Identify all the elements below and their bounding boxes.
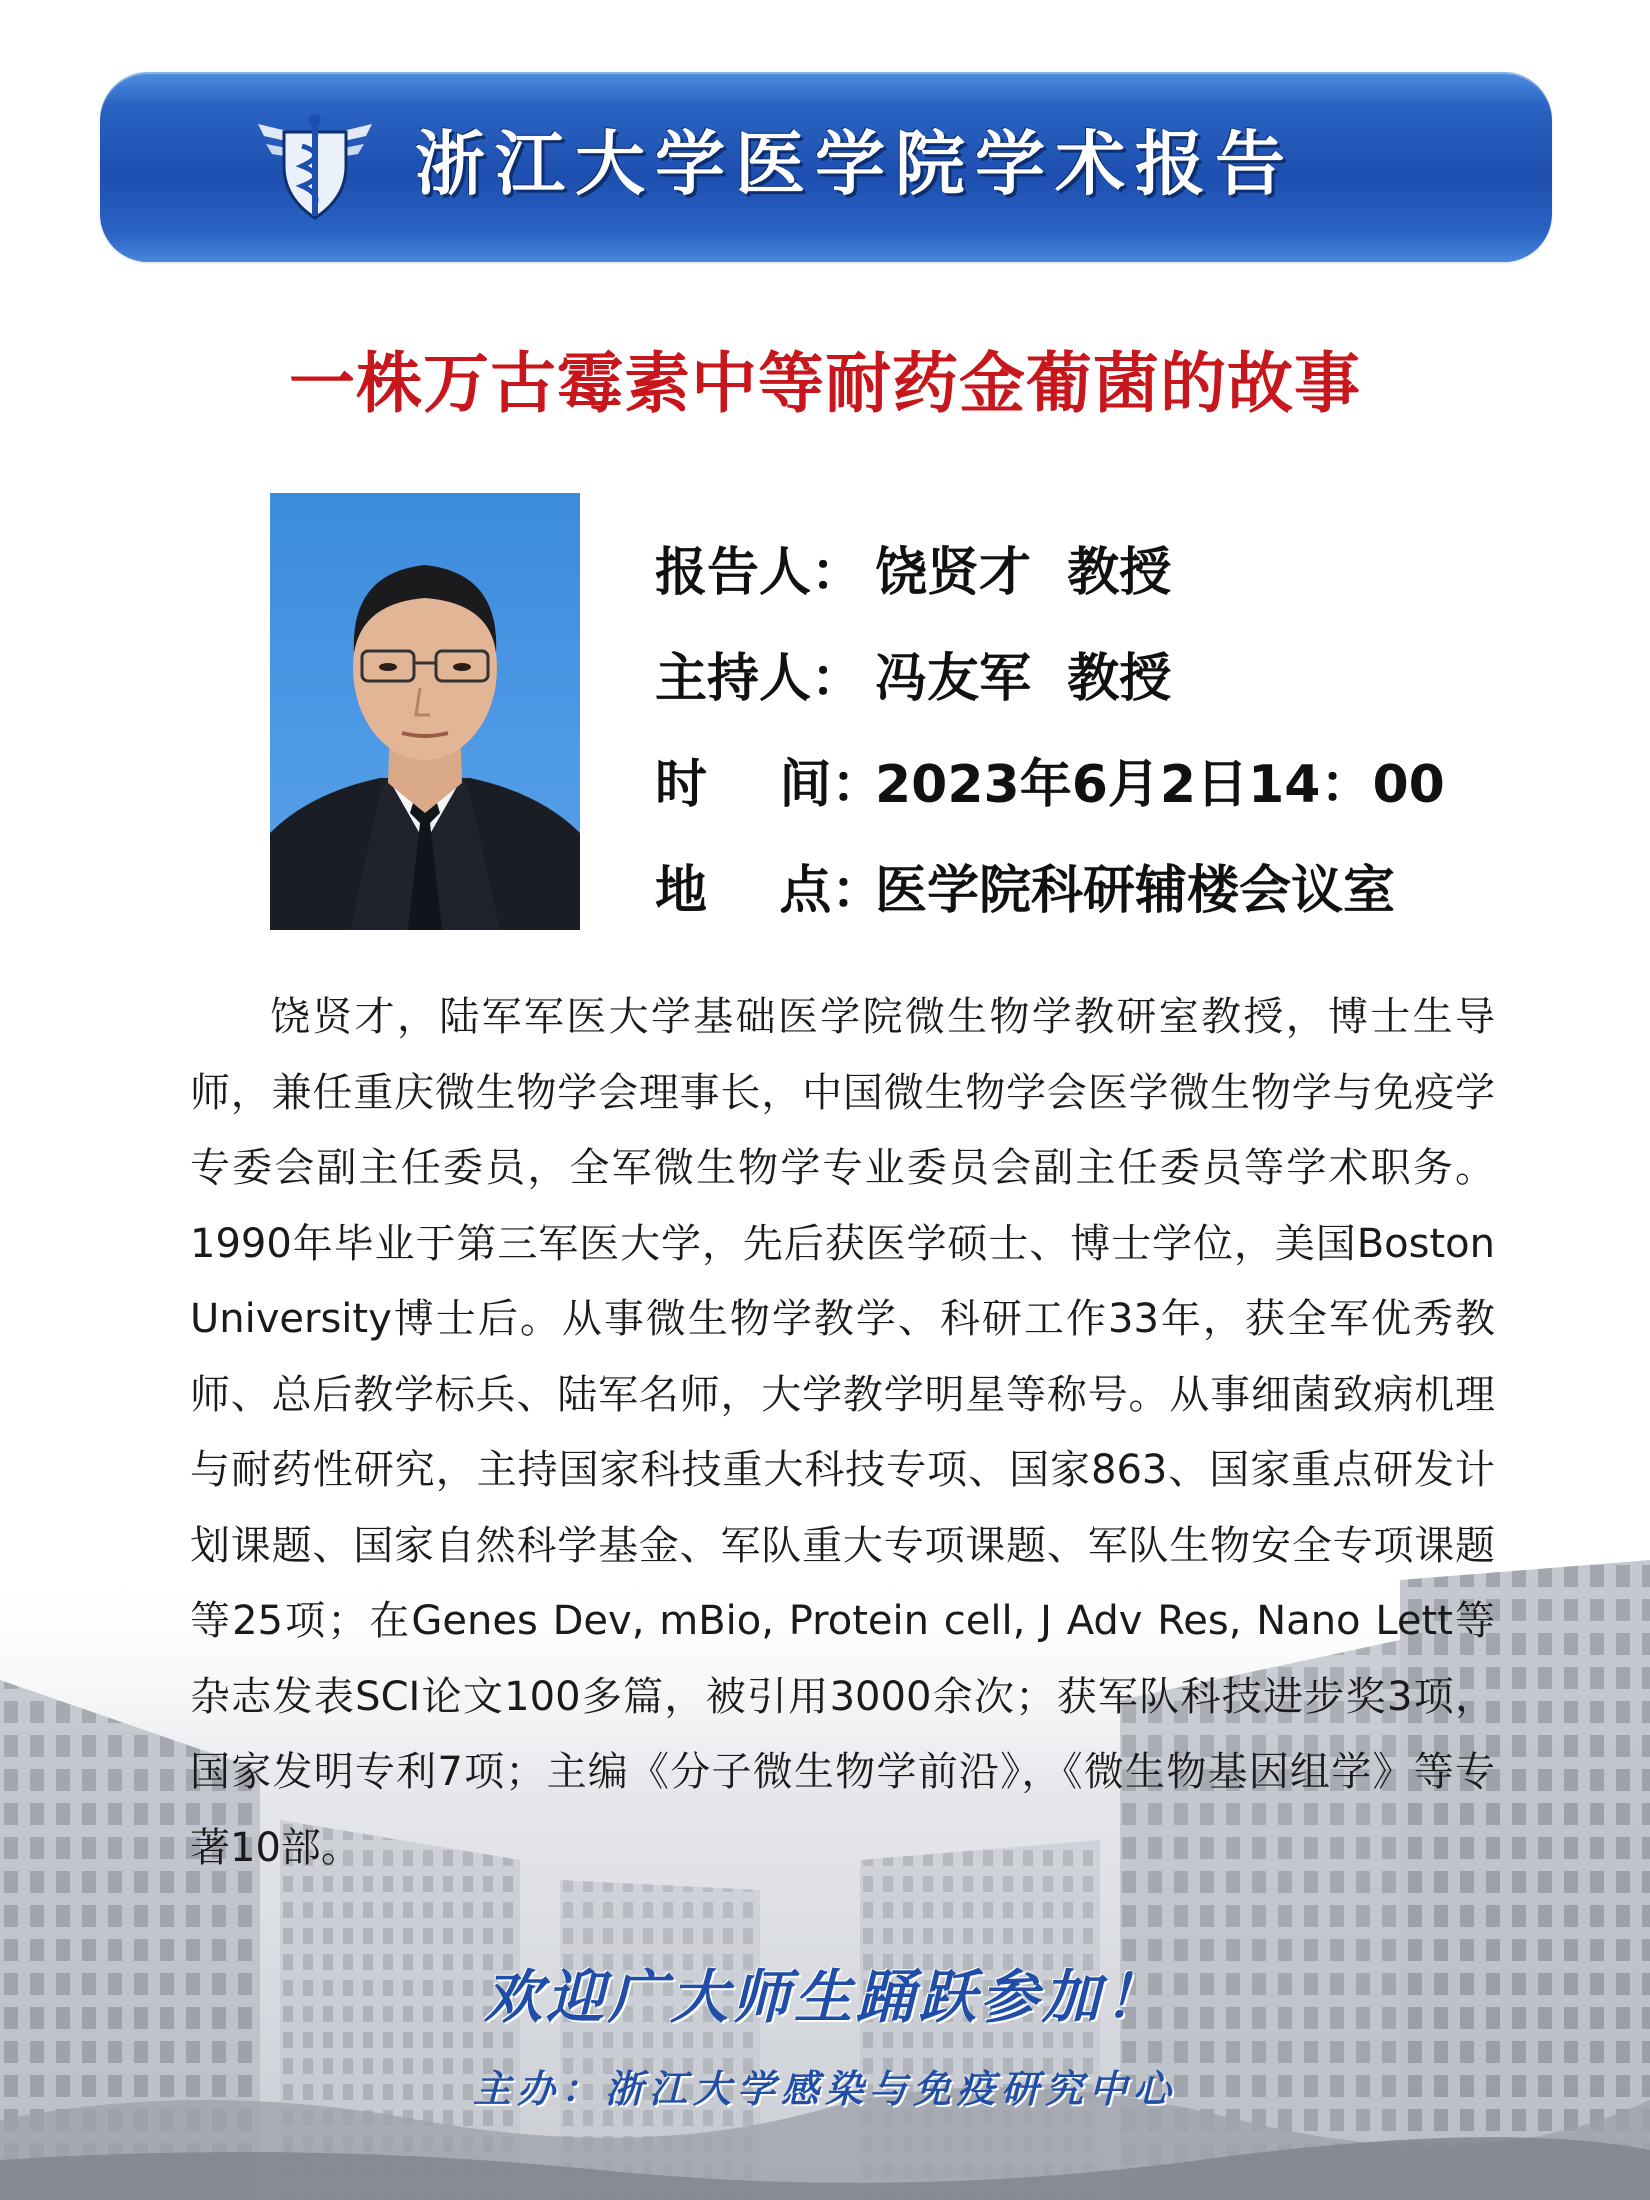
time-value: 2023年6月2日14：00	[875, 755, 1445, 815]
host-label: 主持人：	[655, 649, 864, 709]
medical-college-logo-icon	[250, 106, 380, 226]
speaker-value: 饶贤才 教授	[875, 543, 1172, 603]
talk-info	[655, 530, 1445, 954]
organizer-text: 主办：浙江大学感染与免疫研究中心	[472, 2067, 1177, 2111]
header-banner	[100, 72, 1552, 262]
host-value: 冯友军 教授	[875, 649, 1172, 709]
speaker-portrait	[270, 493, 580, 930]
place-row	[655, 848, 1445, 954]
header-title: 浙江大学医学院学术报告	[415, 122, 1295, 205]
welcome-text: 欢迎广大师生踊跃参加！	[483, 1963, 1166, 2031]
talk-title: 一株万古霉素中等耐药金葡菌的故事	[289, 345, 1361, 422]
speaker-row	[655, 530, 1445, 636]
speaker-label: 报告人：	[655, 543, 864, 603]
speaker-bio: 饶贤才，陆军军医大学基础医学院微生物学教研室教授，博士生导师，兼任重庆微生物学会理事长，中国微生物学会医学微生物学与免疫学专委会副主任委员，全军微生物学专业委员会副主任委员等学术职务。1990年毕业于第三军医大学，先后获医学硕士、博士学位，美国Boston University博士后。从事微生物学教学、科研工作33年，获全军优秀教师、总后教学标兵、陆军名师，大学教学明星等称号。从事细菌致病机理与耐药性研究，主持国家科技重大科技专项、国家863、国家重点研发计划课题、国家自然科学基金、军队重大专项课题、军队生物安全专项课题等25项；在Genes Dev, mBio, Protein cell, J Adv Res, Nano Lett等杂志发表SCI论文100多篇，被引用3000余次；获军队科技进步奖3项，国家发明专利7项；主编《分子微生物学前沿》，《微生物基因组学》等专著10部。	[190, 994, 1495, 1871]
time-label: 时 间：	[655, 755, 884, 815]
place-value: 医学院科研辅楼会议室	[875, 861, 1396, 921]
time-row	[655, 742, 1445, 848]
place-label: 地 点：	[655, 861, 884, 921]
host-row	[655, 636, 1445, 742]
